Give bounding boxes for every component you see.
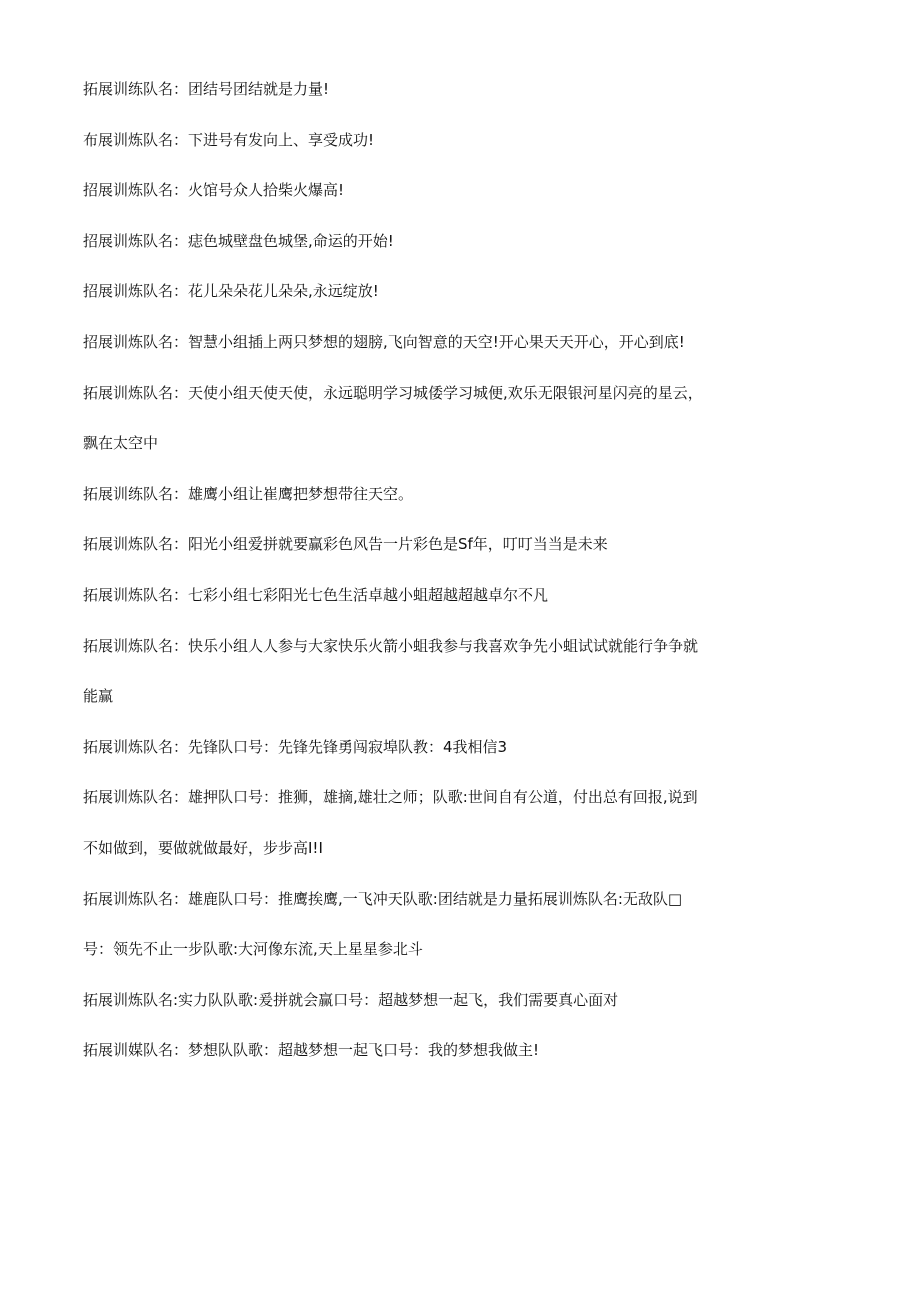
text-line: 拓展训炼队名：先锋队口号：先锋先锋勇闯寂埠队教：4我相信3 — [83, 737, 508, 756]
text-line: 飘在太空中 — [83, 434, 159, 453]
text-line: 拓展训媒队名：梦想队队歌：超越梦想一起飞口号：我的梦想我做主! — [83, 1041, 540, 1060]
text-line: 拓展训炼队名：雄鹿队口号：推鹰挨鹰,一飞冲天队歌:团结就是力量拓展训炼队名:无敌队□ — [83, 889, 683, 908]
text-line: 拓展训炼队名：快乐小组人人参与大家快乐火箭小蛆我参与我喜欢争先小蛆试试就能行争争就 — [83, 636, 699, 655]
text-line: 不如做到，要做就做最好，步步高I!I — [83, 838, 323, 857]
text-line: 招展训炼队名：痣色城壁盘色城堡,命运的开始! — [83, 231, 394, 250]
text-line: 招展训炼队名：智慧小组插上两只梦想的翅膀,飞向智意的天空!开心果天天开心，开心到底! — [83, 332, 685, 351]
text-line: 招展训炼队名：花儿朵朵花儿朵朵,永远绽放! — [83, 282, 379, 301]
text-line: 拓展训炼队名：天使小组天使天使，永远聪明学习城倭学习城便,欢乐无限银河星闪亮的星云， — [83, 383, 703, 402]
text-line: 拓展训炼队名：阳光小组爱拼就要赢彩色风告一片彩色是Sf年，叮叮当当是未来 — [83, 535, 608, 554]
text-line: 拓展训炼队名:实力队队歌:爰拼就会赢口号：超越梦想一起飞，我们需要真心面对 — [83, 990, 619, 1009]
text-line: 布展训炼队名：下进号有发向上、享受成功! — [83, 130, 375, 149]
text-line: 拓展训练队名：团结号团结就是力量! — [83, 80, 330, 98]
text-line: 拓展训炼队名：雄押队口号：推狮，雄摘,雄壮之师；队歌:世间自有公道，付出总有回报,说到 — [83, 788, 698, 807]
text-line: 拓展训练队名：雄鹰小组让崔鹰把梦想带往天空。 — [83, 484, 414, 503]
document-body — [83, 77, 843, 1089]
text-line: 能赢 — [83, 687, 114, 706]
text-line: 拓展训炼队名：七彩小组七彩阳光七色生活卓越小蛆超越超越卓尔不凡 — [83, 585, 549, 604]
text-line: 招展训炼队名：火馆号众人拾柴火爆高! — [83, 181, 345, 200]
text-line: 号：领先不止一步队歌:大河像东流,天上星星参北斗 — [83, 940, 423, 959]
